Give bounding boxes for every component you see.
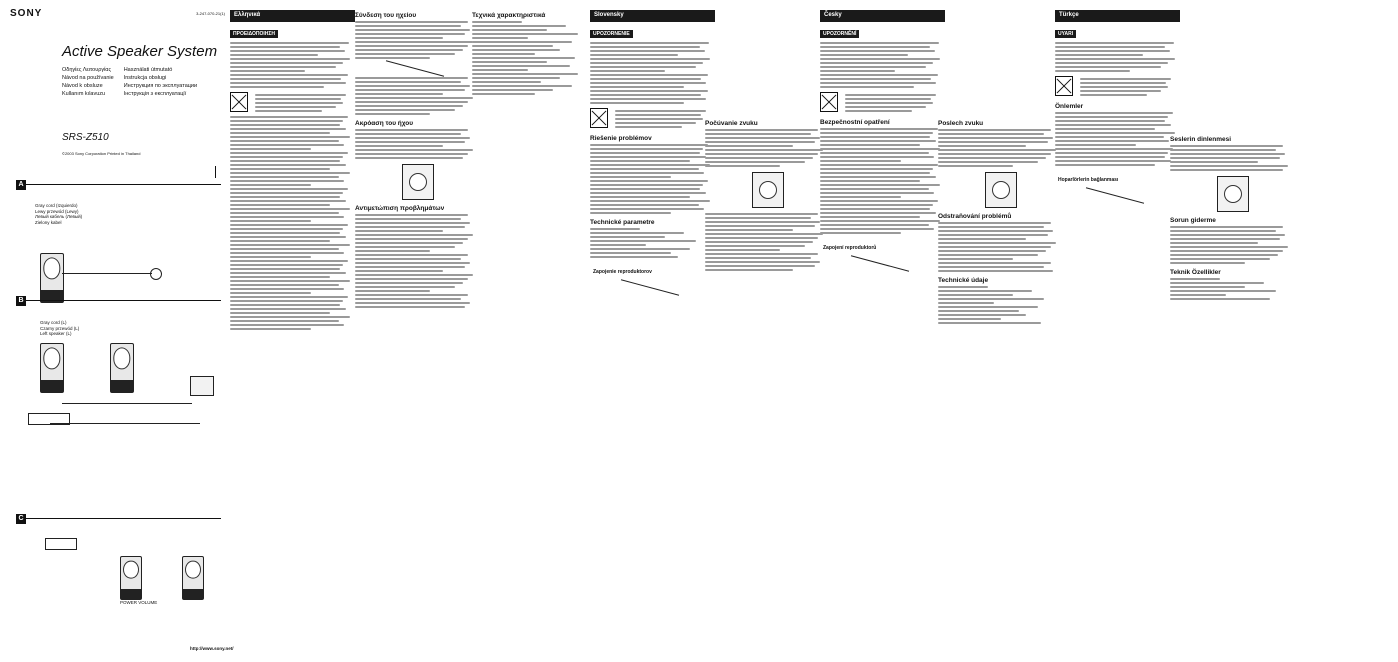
website-url: http://www.sony.net/	[190, 646, 234, 651]
slovak-column-2	[705, 10, 830, 650]
language-item: Інструкція з експлуатації	[123, 91, 187, 97]
title-panel	[10, 8, 234, 653]
speaker-volume-illustration	[985, 172, 1017, 208]
cable-line	[62, 273, 152, 274]
text-block	[820, 42, 945, 88]
column-header: Slovensky	[590, 10, 715, 22]
greek-column-2	[355, 10, 480, 650]
turkish-column	[1055, 10, 1180, 650]
model-name: SRS-Z510	[62, 132, 109, 143]
b-label: Gray cord (L)	[40, 320, 67, 325]
text-block	[938, 222, 1063, 272]
a-labels	[35, 203, 82, 225]
section-heading: Αντιμετώπιση προβλημάτων	[355, 205, 445, 212]
section-heading: Teknik Özellikler	[1170, 269, 1221, 276]
product-title: Active Speaker System	[62, 43, 218, 60]
speaker-volume-illustration	[1217, 176, 1249, 212]
crossed-bin-icon	[820, 92, 838, 112]
column-subheader: UPOZORNENIE	[590, 30, 633, 38]
text-block	[590, 144, 715, 214]
model-code: 3-247-070-21(1)	[196, 11, 225, 16]
recycling-notice	[590, 108, 715, 130]
greek-column	[230, 10, 355, 650]
column-header: Počúvanie zvuku	[705, 120, 758, 127]
section-heading: Bezpečnostní opatření	[820, 119, 890, 126]
spec-table	[938, 286, 1063, 324]
crossed-bin-icon	[590, 108, 608, 128]
section-heading: Hoparlörlerin bağlanması	[1058, 177, 1119, 183]
speaker-left-illustration	[40, 343, 64, 393]
spec-table	[1170, 278, 1295, 300]
czech-column-2	[938, 10, 1063, 650]
section-heading: Σύνδεση του ηχείου	[355, 12, 417, 19]
language-item: Οδηγίες Λειτουργίας	[62, 67, 112, 73]
section-heading: Önlemler	[1055, 103, 1084, 110]
speaker-volume-illustration	[752, 172, 784, 208]
text-block	[705, 213, 830, 271]
page-marker	[215, 166, 216, 178]
language-item: Návod na používanie	[62, 75, 114, 81]
speaker-illustration	[40, 253, 64, 303]
a-label: Zielony kabel	[35, 219, 62, 225]
section-b-rule	[16, 300, 221, 301]
languages	[62, 66, 225, 98]
crossed-bin-icon	[230, 92, 248, 112]
recycling-notice	[820, 92, 945, 114]
column-header: Poslech zvuku	[938, 120, 984, 127]
section-heading: Odstraňování problémů	[938, 213, 1012, 220]
b-labels	[40, 320, 79, 337]
text-block	[820, 128, 945, 234]
crossed-bin-icon	[1055, 76, 1073, 96]
text-block	[938, 129, 1063, 167]
text-block	[1170, 145, 1295, 171]
section-c-label: C	[16, 514, 26, 524]
speaker-right-illustration	[110, 343, 134, 393]
slovak-column	[590, 10, 715, 650]
text-block	[355, 21, 480, 59]
text-block	[705, 129, 830, 167]
b-label: Left speaker (L)	[40, 331, 72, 336]
section-heading: Technické parametre	[590, 219, 655, 226]
section-c-rule	[16, 518, 221, 519]
cd-player-illustration	[45, 538, 77, 550]
text-block	[230, 116, 355, 330]
cable-illustration	[355, 62, 480, 74]
power-label: POWER	[120, 600, 138, 605]
language-item: Návod k obsluze	[62, 83, 103, 89]
turkish-column-2	[1170, 10, 1295, 650]
text-block	[230, 42, 355, 88]
sony-logo: SONY	[10, 8, 43, 19]
b-label: Czarny przewód (L)	[40, 325, 80, 331]
spec-table	[590, 228, 715, 258]
cable-illustration	[590, 281, 715, 293]
cable-illustration	[820, 257, 945, 269]
computer-illustration	[190, 376, 214, 396]
language-item: Instrukcja obsługi	[123, 75, 167, 81]
column-header: Τεχνικά χαρακτηριστικά	[472, 12, 546, 19]
volume-label: VOLUME	[138, 600, 158, 605]
column-header: Česky	[820, 10, 945, 22]
column-subheader: ΠΡΟΕΙΔΟΠΟΙΗΣΗ	[230, 30, 278, 38]
section-heading: Zapojení reproduktorů	[823, 245, 877, 251]
speaker-left-illustration	[120, 556, 142, 600]
section-heading: Technické údaje	[938, 277, 989, 284]
speaker-right-illustration	[182, 556, 204, 600]
text-block	[1170, 226, 1295, 264]
section-heading: Riešenie problémov	[590, 135, 652, 142]
section-heading: Ακρόαση του ήχου	[355, 120, 414, 127]
language-item: Használati útmutató	[123, 67, 173, 73]
copyright: ©2003 Sony Corporation Printed in Thailand	[62, 151, 141, 156]
column-header: Türkçe	[1055, 10, 1180, 22]
czech-column	[820, 10, 945, 650]
speaker-volume-illustration	[402, 164, 434, 200]
text-block	[355, 129, 480, 159]
section-a-rule	[16, 184, 221, 185]
section-heading: Sorun giderme	[1170, 217, 1216, 224]
section-b-label: B	[16, 296, 26, 306]
language-item: Инструкция по эксплуатации	[123, 83, 198, 89]
c-controls	[120, 600, 157, 606]
text-block	[1055, 112, 1180, 166]
text-block	[355, 77, 480, 115]
section-a-label: A	[16, 180, 26, 190]
plug-icon	[150, 268, 162, 280]
cable-line	[50, 423, 200, 424]
section-heading: Zapojenie reproduktorov	[593, 269, 652, 275]
language-item: Kullanım kılavuzu	[62, 91, 106, 97]
a-label: Gray cord (Izquierdo)	[35, 203, 78, 208]
recycling-notice	[1055, 76, 1180, 98]
cable-illustration	[1055, 189, 1180, 201]
text-block	[590, 42, 715, 104]
column-subheader: UPOZORNĚNÍ	[820, 30, 859, 38]
recycling-notice	[230, 92, 355, 114]
greek-specs-column	[472, 10, 597, 650]
a-label: Левый кабель (Левый)	[35, 214, 83, 219]
text-block	[355, 214, 480, 308]
a-label: Lewy przewód (Lewy)	[35, 208, 79, 214]
column-header: Ελληνικά	[230, 10, 355, 22]
section-heading: Seslerin dinlenmesi	[1170, 136, 1232, 143]
cable-line	[62, 403, 192, 404]
text-block	[1055, 42, 1180, 72]
spec-table	[472, 21, 597, 95]
column-subheader: UYARI	[1055, 30, 1076, 38]
